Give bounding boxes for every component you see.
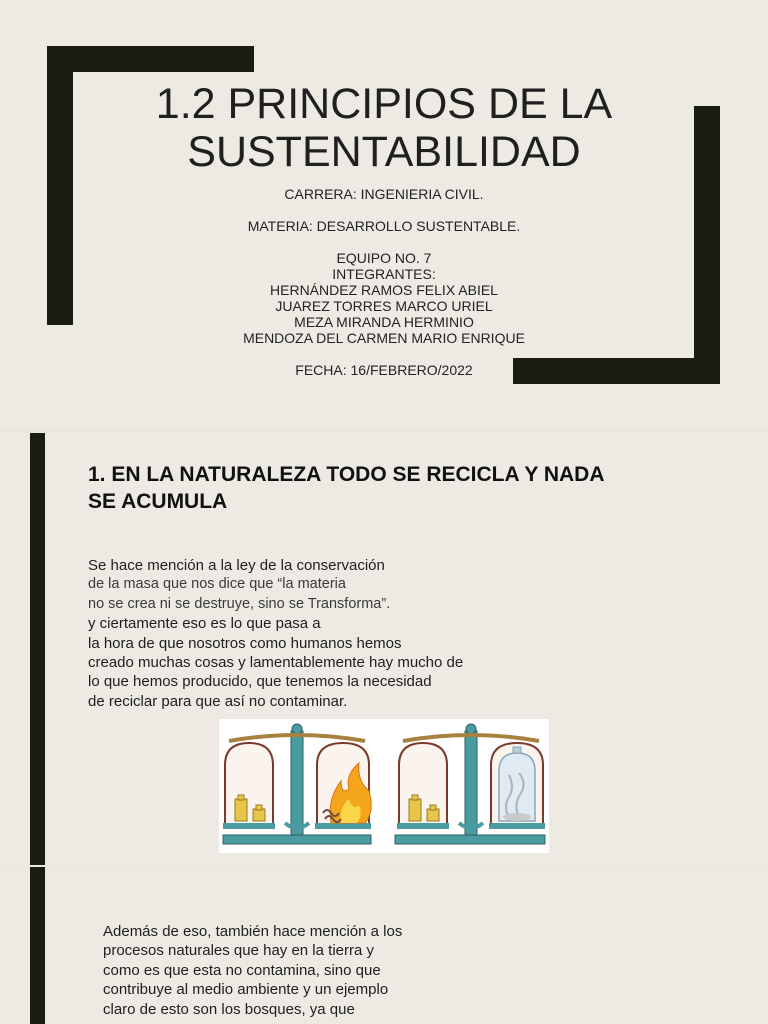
subject-text: MATERIA: DESARROLLO SUSTENTABLE. [247,218,521,234]
principle-paragraph [88,556,463,711]
paragraph-line: procesos naturales que hay en la tierra y [103,942,374,960]
heading-line: 1. EN LA NATURALEZA TODO SE RECICLA Y NADA [88,463,605,486]
paragraph-line: contribuye al medio ambiente y un ejemplo [103,981,389,999]
slide-left-accent-bar [30,433,45,865]
title-line: 1.2 PRINCIPIOS DE LA [155,80,613,128]
slide-left-accent-bar [30,867,45,1024]
paragraph-line: Además de eso, también hace mención a los [103,923,403,940]
principle-continuation-slide [0,867,768,1024]
paragraph-line: como es que esta no contamina, sino que [103,961,381,979]
paragraph-line: Se hace mención a la ley de la conservación [88,557,385,574]
presentation-title [100,80,668,176]
mass-conservation-illustration [219,719,549,853]
paragraph-line: y ciertamente eso es lo que pasa a [88,615,321,633]
paragraph-line: no se crea ni se destruye, sino se Transforma”. [88,595,391,612]
presentation-details [134,186,634,378]
frame-bottom-right-vertical [694,106,720,384]
member-name: JUAREZ TORRES MARCO URIEL [275,298,493,314]
team-number: EQUIPO NO. 7 [336,250,432,266]
balance-scale-gas [395,724,545,844]
balance-scale-burning [223,724,371,844]
members-label: INTEGRANTES: [332,266,436,282]
paragraph-line: de reciclar para que así no contaminar. [88,692,348,710]
balance-scales-image [219,719,549,853]
continuation-paragraph [103,922,402,1019]
paragraph-line: la hora de que nosotros como humanos hemos [88,634,402,652]
heading-line: SE ACUMULA [88,490,228,513]
title-slide [0,0,768,430]
paragraph-line: creado muchas cosas y lamentablemente hay mucho de [88,654,464,672]
title-line: SUSTENTABILIDAD [187,128,581,176]
career-text: CARRERA: INGENIERIA CIVIL. [284,186,484,202]
member-name: MENDOZA DEL CARMEN MARIO ENRIQUE [243,330,525,346]
date-text: FECHA: 16/FEBRERO/2022 [295,362,473,378]
member-name: HERNÁNDEZ RAMOS FELIX ABIEL [270,282,498,298]
principle-1-slide [0,433,768,865]
paragraph-line: de la masa que nos dice que “la materia [88,576,346,593]
paragraph-line: lo que hemos producido, que tenemos la necesidad [88,673,432,691]
principle-heading [88,461,708,515]
frame-top-left-vertical [47,46,73,325]
member-name: MEZA MIRANDA HERMINIO [294,314,474,330]
frame-top-left-horizontal [47,46,254,72]
paragraph-line: claro de esto son los bosques, ya que [103,1000,355,1018]
